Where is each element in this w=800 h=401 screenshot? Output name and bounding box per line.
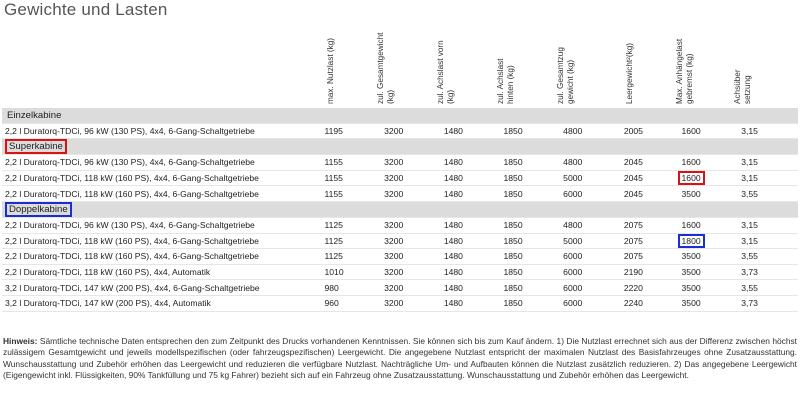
engine-description: 2,2 l Duratorq-TDCi, 118 kW (160 PS), 4x4, Automatik: [2, 264, 324, 280]
column-header-line: zul. Achslast: [496, 58, 505, 104]
engine-description: 3,2 l Duratorq-TDCi, 147 kW (200 PS), 4x4, 6-Gang-Schaltgetriebe: [2, 280, 324, 296]
section-row: [2, 201, 798, 217]
table-cell: 3200: [384, 251, 404, 262]
section-label: Einzelkabine: [7, 109, 62, 121]
table-cell: 2045: [623, 188, 643, 199]
engine-description: 2,2 l Duratorq-TDCi, 118 kW (160 PS), 4x4, 6-Gang-Schaltgetriebe: [2, 170, 324, 186]
table-cell: 3,73: [741, 298, 758, 309]
column-header-line: max. Nutzlast (kg): [326, 38, 335, 104]
table-cell: 6000: [563, 251, 583, 262]
table-cell: 3,15: [741, 173, 758, 184]
table-cell: 1155: [324, 188, 343, 199]
column-header: [496, 26, 542, 106]
table-cell: 1600: [681, 157, 701, 168]
table-cell: 3,15: [741, 235, 758, 246]
table-row: [2, 233, 798, 249]
table-cell: 4800: [563, 157, 583, 168]
table-cell: 6000: [563, 282, 583, 293]
column-header: [376, 26, 422, 106]
table-cell: 3200: [384, 282, 404, 293]
table-cell: 1125: [324, 220, 343, 231]
table-cell: 1195: [324, 125, 343, 136]
table-cell: 3,15: [741, 220, 758, 231]
column-header-line: zul. Gesamtzug: [556, 47, 565, 104]
table-cell: 5000: [563, 235, 583, 246]
table-cell: 3200: [384, 157, 404, 168]
table-cell: 1850: [503, 157, 523, 168]
table-cell: 3200: [384, 188, 404, 199]
column-header-line: gebremst (kg): [685, 53, 694, 104]
table-cell: 1480: [443, 298, 463, 309]
table-cell: 3200: [384, 267, 404, 278]
section-label: Superkabine: [5, 139, 67, 154]
table-cell: 1850: [503, 188, 523, 199]
page-title: Gewichte und Lasten: [4, 0, 168, 19]
table-cell: 3200: [384, 220, 404, 231]
specs-table: [2, 108, 798, 312]
table-cell: 1600: [681, 125, 701, 136]
table-cell: 1850: [503, 298, 523, 309]
table-cell: 3,15: [741, 157, 758, 168]
table-cell: 3500: [681, 298, 701, 309]
table-cell: 1125: [324, 235, 343, 246]
table-cell: 6000: [563, 267, 583, 278]
column-header-line: gewicht (kg): [566, 59, 575, 104]
table-cell: 1010: [324, 267, 344, 278]
table-cell: 3,55: [741, 251, 758, 262]
table-cell: 6000: [563, 298, 583, 309]
engine-description: 2,2 l Duratorq-TDCi, 118 kW (160 PS), 4x4, 6-Gang-Schaltgetriebe: [2, 186, 324, 202]
table-cell: 2075: [623, 235, 643, 246]
table-cell: 5000: [563, 173, 583, 184]
table-cell: 3,73: [741, 267, 758, 278]
column-header-line: zul. Gesamtgewicht: [376, 32, 385, 104]
table-cell: 1480: [443, 220, 463, 231]
table-row: [2, 280, 798, 296]
table-row: [2, 295, 798, 311]
table-cell: 960: [324, 298, 339, 309]
table-cell: 1480: [443, 157, 463, 168]
engine-description: 2,2 l Duratorq-TDCi, 96 kW (130 PS), 4x4, 6-Gang-Schaltgetriebe: [2, 217, 324, 233]
table-row: [2, 170, 798, 186]
table-cell: 2220: [623, 282, 643, 293]
table-cell: 3500: [681, 188, 701, 199]
table-cell: 1480: [443, 173, 463, 184]
footnote-text: Sämtliche technische Daten entsprechen den zum Zeitpunkt des Drucks vorhandenen Kenntnissen. Sie können sich bis zum Kauf ändern. 1) Die Nutzlast errechnet sich aus der Differenz zwischen höchst zulässigem Gesamtgewicht und jeweils modellspezifischen (oder fahrzeugspezifischen) Leergewicht. Die angegebene Nutzlast entspricht der maximalen Nutzlast des Basisfahrzeuges ohne Zusatzausstattung. Wunschausstattung und Zubehör erhöhen das Leergewicht und reduzieren die verfügbare Nutzlast. Nachträgliche Um- und Aufbauten können die Nutzlast zusätzlich reduzieren. 2) Das angegebene Leergewicht (Eigengewicht inkl. Flüssigkeiten, 90% Tankfüllung und 75 kg Fahrer) bezieht sich auf ein Fahrzeug ohne Zusatzausstattung. Wunschausstattung und Zubehör erhöhen das Leergewicht.: [3, 336, 798, 381]
table-cell: 2075: [623, 251, 643, 262]
table-cell: 2045: [623, 157, 643, 168]
table-cell: 3,55: [741, 188, 758, 199]
column-header-line: Max. Anhängelast: [675, 38, 684, 104]
table-cell: 1480: [443, 235, 463, 246]
table-row: [2, 249, 798, 265]
column-header: [556, 26, 602, 106]
engine-description: 2,2 l Duratorq-TDCi, 96 kW (130 PS), 4x4, 6-Gang-Schaltgetriebe: [2, 123, 324, 139]
section-row: [2, 108, 798, 123]
engine-description: 2,2 l Duratorq-TDCi, 118 kW (160 PS), 4x4, 6-Gang-Schaltgetriebe: [2, 249, 324, 265]
table-cell: 3200: [384, 298, 404, 309]
table-cell: 3500: [681, 267, 701, 278]
column-header-line: (kg): [446, 89, 455, 104]
table-cell: 1600: [681, 220, 701, 231]
table-cell: 4800: [563, 220, 583, 231]
table-cell: 1480: [443, 267, 463, 278]
table-cell: 1125: [324, 251, 343, 262]
table-cell: 2075: [623, 220, 643, 231]
column-header-line: setzung: [743, 75, 752, 104]
table-cell: 1850: [503, 282, 523, 293]
table-cell: 1850: [503, 173, 523, 184]
column-header: [436, 26, 482, 106]
column-header: [621, 26, 661, 106]
table-cell: 1850: [503, 125, 523, 136]
table-cell: 1850: [503, 235, 523, 246]
table-cell: 3500: [681, 282, 701, 293]
table-row: [2, 186, 798, 202]
table-cell: 3200: [384, 125, 404, 136]
column-header: [322, 26, 362, 106]
table-cell: 1480: [443, 251, 463, 262]
table-cell: 3200: [384, 235, 404, 246]
table-cell: 2045: [623, 173, 643, 184]
table-cell: 4800: [563, 125, 583, 136]
table-cell: 3,55: [741, 282, 758, 293]
section-label: Doppelkabine: [5, 202, 72, 217]
table-cell: 1850: [503, 267, 523, 278]
section-row: [2, 139, 798, 155]
footnote: [3, 336, 797, 382]
table-cell: 1800: [678, 234, 705, 248]
column-header-line: Leergewicht²(kg): [625, 43, 634, 104]
table-cell: 1480: [443, 282, 463, 293]
table-cell: 980: [324, 282, 339, 293]
table-row: [2, 123, 798, 139]
table-cell: 1480: [443, 125, 463, 136]
table-cell: 1155: [324, 157, 343, 168]
table-cell: 1850: [503, 220, 523, 231]
column-header-line: Achsüber: [733, 69, 742, 104]
table-cell: 3200: [384, 173, 404, 184]
column-header-line: zul. Achslast vorn: [436, 40, 445, 104]
table-row: [2, 217, 798, 233]
table-cell: 2240: [623, 298, 643, 309]
column-header: [733, 26, 779, 106]
engine-description: 2,2 l Duratorq-TDCi, 118 kW (160 PS), 4x4, 6-Gang-Schaltgetriebe: [2, 233, 324, 249]
table-cell: 6000: [563, 188, 583, 199]
table-cell: 1155: [324, 173, 343, 184]
column-header: [675, 26, 721, 106]
table-cell: 1600: [678, 171, 705, 185]
table-row: [2, 264, 798, 280]
table-cell: 2005: [623, 125, 643, 136]
engine-description: 3,2 l Duratorq-TDCi, 147 kW (200 PS), 4x4, Automatik: [2, 295, 324, 311]
footnote-label: Hinweis:: [3, 336, 38, 346]
table-cell: 1850: [503, 251, 523, 262]
column-header-line: hinten (kg): [506, 65, 515, 104]
table-cell: 2190: [623, 267, 643, 278]
table-cell: 1480: [443, 188, 463, 199]
table-cell: 3500: [681, 251, 701, 262]
column-headers: [0, 24, 800, 106]
column-header-line: (kg): [386, 89, 395, 104]
table-cell: 3,15: [741, 125, 758, 136]
table-row: [2, 155, 798, 171]
engine-description: 2,2 l Duratorq-TDCi, 96 kW (130 PS), 4x4, 6-Gang-Schaltgetriebe: [2, 155, 324, 171]
